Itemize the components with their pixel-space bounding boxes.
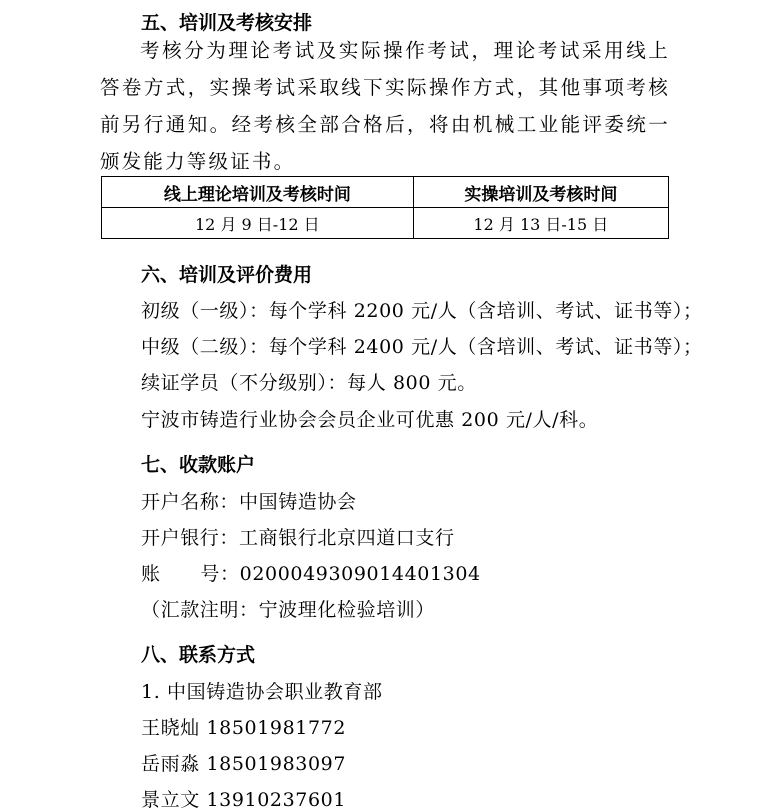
practical-header: 实操培训及考核时间 <box>413 177 668 208</box>
section5-heading: 五、培训及考核安排 <box>141 12 313 34</box>
account-name: 开户名称：中国铸造协会 <box>141 491 357 513</box>
fee-line-intermediate: 中级（二级）：每个学科 2400 元/人（含培训、考试、证书等）； <box>141 336 703 358</box>
fee-line-renewal: 续证学员（不分级别）：每人 800 元。 <box>141 372 477 394</box>
schedule-table <box>101 176 669 239</box>
remittance-remark: （汇款注明：宁波理化检验培训） <box>141 599 436 621</box>
contact-person: 王晓灿 18501981772 <box>141 717 347 739</box>
online-theory-dates: 12 月 9 日-12 日 <box>102 208 414 239</box>
account-label: 账 号： <box>141 563 240 585</box>
account-number-line <box>141 559 481 586</box>
online-theory-header: 线上理论培训及考核时间 <box>102 177 414 208</box>
contact-person: 景立文 13910237601 <box>141 789 347 811</box>
account-number: 0200049309014401304 <box>239 563 481 585</box>
section5-paragraph: 考核分为理论考试及实际操作考试，理论考试采用线上答卷方式，实操考试采取线下实际操作方式，其他事项考核前另行通知。经考核全部合格后，将由机械工业能评委统一颁发能力等级证书。 <box>100 39 670 173</box>
contact-org: 1. 中国铸造协会职业教育部 <box>141 681 383 703</box>
bank-name: 开户银行：工商银行北京四道口支行 <box>141 527 455 549</box>
section6-heading: 六、培训及评价费用 <box>141 264 313 286</box>
practical-dates: 12 月 13 日-15 日 <box>413 208 668 239</box>
schedule-value-row <box>102 208 669 239</box>
contact-person: 岳雨淼 18501983097 <box>141 753 347 775</box>
fee-line-junior: 初级（一级）：每个学科 2200 元/人（含培训、考试、证书等）； <box>141 300 703 322</box>
fee-line-discount: 宁波市铸造行业协会会员企业可优惠 200 元/人/科。 <box>141 409 599 431</box>
schedule-header-row <box>102 177 669 208</box>
section7-heading: 七、收款账户 <box>141 454 256 476</box>
section8-heading: 八、联系方式 <box>141 644 256 666</box>
